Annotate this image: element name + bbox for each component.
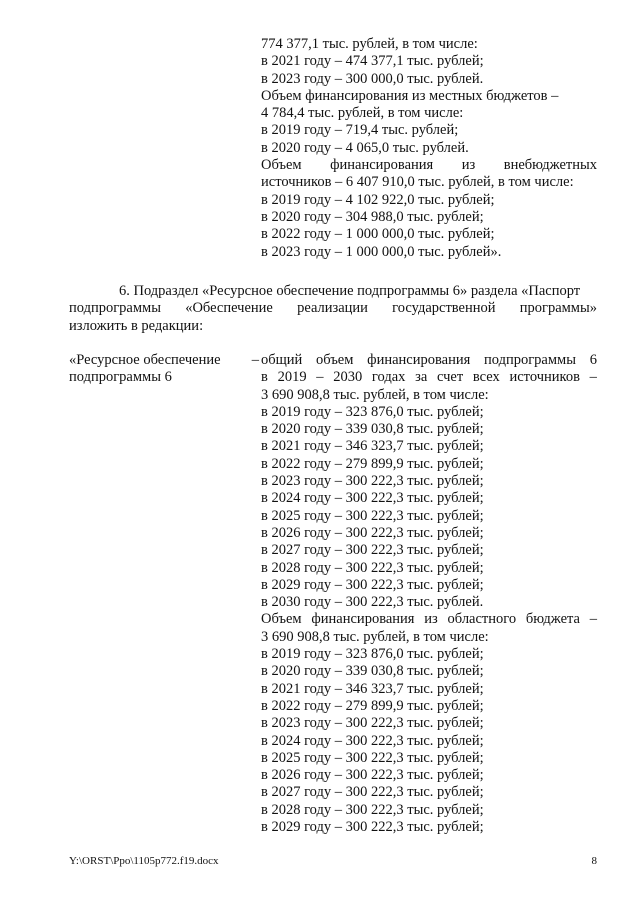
funding-line: в 2019 году – 323 876,0 тыс. рублей;: [261, 646, 484, 663]
funding-line-justified: [261, 352, 597, 369]
funding-line: в 2023 году – 300 222,3 тыс. рублей;: [261, 715, 484, 732]
funding-line: в 2030 году – 300 222,3 тыс. рублей.: [261, 594, 484, 611]
funding-line: в 2020 году – 339 030,8 тыс. рублей;: [261, 421, 484, 438]
page-footer: [69, 855, 597, 868]
word: всех: [472, 369, 500, 386]
word: из: [424, 611, 438, 628]
word: подпрограммы: [69, 300, 161, 317]
word: за: [415, 369, 428, 386]
funding-description-block: [261, 352, 597, 836]
extrabudgetary-heading-line: [261, 157, 597, 174]
funding-line: в 2019 году – 323 876,0 тыс. рублей;: [261, 403, 484, 420]
word: бюджета: [525, 611, 580, 628]
word: объем: [316, 352, 354, 368]
word: счет: [436, 369, 464, 386]
word: финансирования: [367, 352, 471, 368]
funding-line: в 2020 году – 4 065,0 тыс. рублей.: [261, 139, 469, 156]
funding-line: в 2029 году – 300 222,3 тыс. рублей;: [261, 819, 484, 836]
word: –: [589, 611, 597, 628]
word: 2030: [333, 369, 363, 386]
word: «Обеспечение: [185, 300, 273, 317]
word: 6: [589, 352, 597, 368]
word: годах: [371, 369, 406, 386]
word: государственной: [392, 300, 496, 317]
label-line: подпрограммы 6: [69, 369, 172, 386]
word: внебюджетных: [503, 157, 597, 174]
funding-line: в 2026 году – 300 222,3 тыс. рублей;: [261, 767, 484, 784]
funding-continuation-block: [261, 36, 597, 261]
funding-line: в 2023 году – 300 000,0 тыс. рублей.: [261, 70, 484, 87]
word: 2019: [277, 369, 307, 386]
word: финансирования: [311, 611, 415, 628]
funding-line: в 2028 году – 300 222,3 тыс. рублей;: [261, 801, 484, 818]
word: из: [461, 157, 476, 174]
funding-line: в 2024 году – 300 222,3 тыс. рублей;: [261, 490, 484, 507]
funding-line: 3 690 908,8 тыс. рублей, в том числе:: [261, 386, 489, 403]
word: программы»: [519, 300, 597, 317]
funding-line: в 2026 году – 300 222,3 тыс. рублей;: [261, 524, 484, 541]
resource-label: [69, 352, 259, 387]
funding-line: в 2023 году – 1 000 000,0 тыс. рублей».: [261, 243, 502, 260]
word: областного: [447, 611, 517, 628]
word: –: [316, 369, 324, 386]
funding-line: в 2025 году – 300 222,3 тыс. рублей;: [261, 749, 484, 766]
funding-line: в 2020 году – 304 988,0 тыс. рублей;: [261, 208, 484, 225]
funding-line: источников – 6 407 910,0 тыс. рублей, в том числе:: [261, 174, 574, 191]
funding-line: в 2027 году – 300 222,3 тыс. рублей;: [261, 784, 484, 801]
label-line: [69, 352, 259, 369]
label-dash: –: [251, 352, 259, 368]
funding-line: в 2022 году – 279 899,9 тыс. рублей;: [261, 697, 484, 714]
funding-line: 3 690 908,8 тыс. рублей, в том числе:: [261, 628, 489, 645]
funding-line: в 2025 году – 300 222,3 тыс. рублей;: [261, 507, 484, 524]
regional-budget-heading-line: [261, 611, 597, 628]
word: Объем: [261, 157, 302, 174]
funding-line: в 2029 году – 300 222,3 тыс. рублей;: [261, 576, 484, 593]
file-path: Y:\ORST\Ppo\1105p772.f19.docx: [69, 855, 219, 867]
word: общий: [261, 352, 303, 368]
word: реализации: [297, 300, 368, 317]
paragraph-line-justified: [69, 300, 597, 317]
funding-line: в 2022 году – 1 000 000,0 тыс. рублей;: [261, 226, 495, 243]
page-number: 8: [591, 855, 597, 867]
word: подпрограммы: [484, 352, 576, 368]
funding-line: Объем финансирования из местных бюджетов –: [261, 87, 559, 104]
amendment-paragraph: [69, 283, 597, 335]
funding-line: в 2021 году – 346 323,7 тыс. рублей;: [261, 438, 484, 455]
word: финансирования: [330, 157, 434, 174]
funding-line: 774 377,1 тыс. рублей, в том числе:: [261, 36, 478, 52]
funding-line: в 2027 году – 300 222,3 тыс. рублей;: [261, 542, 484, 559]
funding-line: в 2019 году – 719,4 тыс. рублей;: [261, 122, 459, 139]
funding-line: в 2023 году – 300 222,3 тыс. рублей;: [261, 473, 484, 490]
word: источников: [509, 369, 580, 386]
funding-line: в 2022 году – 279 899,9 тыс. рублей;: [261, 455, 484, 472]
word: –: [589, 369, 597, 386]
word: в: [261, 369, 268, 386]
funding-line: в 2019 году – 4 102 922,0 тыс. рублей;: [261, 191, 495, 208]
funding-line-justified: [261, 369, 597, 386]
word: Объем: [261, 611, 302, 628]
funding-line: в 2024 году – 300 222,3 тыс. рублей;: [261, 732, 484, 749]
paragraph-line: 6. Подраздел «Ресурсное обеспечение подпрограммы 6» раздела «Паспорт: [119, 283, 581, 299]
label-text: «Ресурсное обеспечение: [69, 352, 221, 368]
funding-line: в 2021 году – 346 323,7 тыс. рублей;: [261, 680, 484, 697]
funding-line: 4 784,4 тыс. рублей, в том числе:: [261, 105, 464, 122]
paragraph-line: изложить в редакции:: [69, 317, 204, 334]
funding-line: в 2028 году – 300 222,3 тыс. рублей;: [261, 559, 484, 576]
funding-line: в 2020 году – 339 030,8 тыс. рублей;: [261, 663, 484, 680]
funding-line: в 2021 году – 474 377,1 тыс. рублей;: [261, 53, 484, 70]
